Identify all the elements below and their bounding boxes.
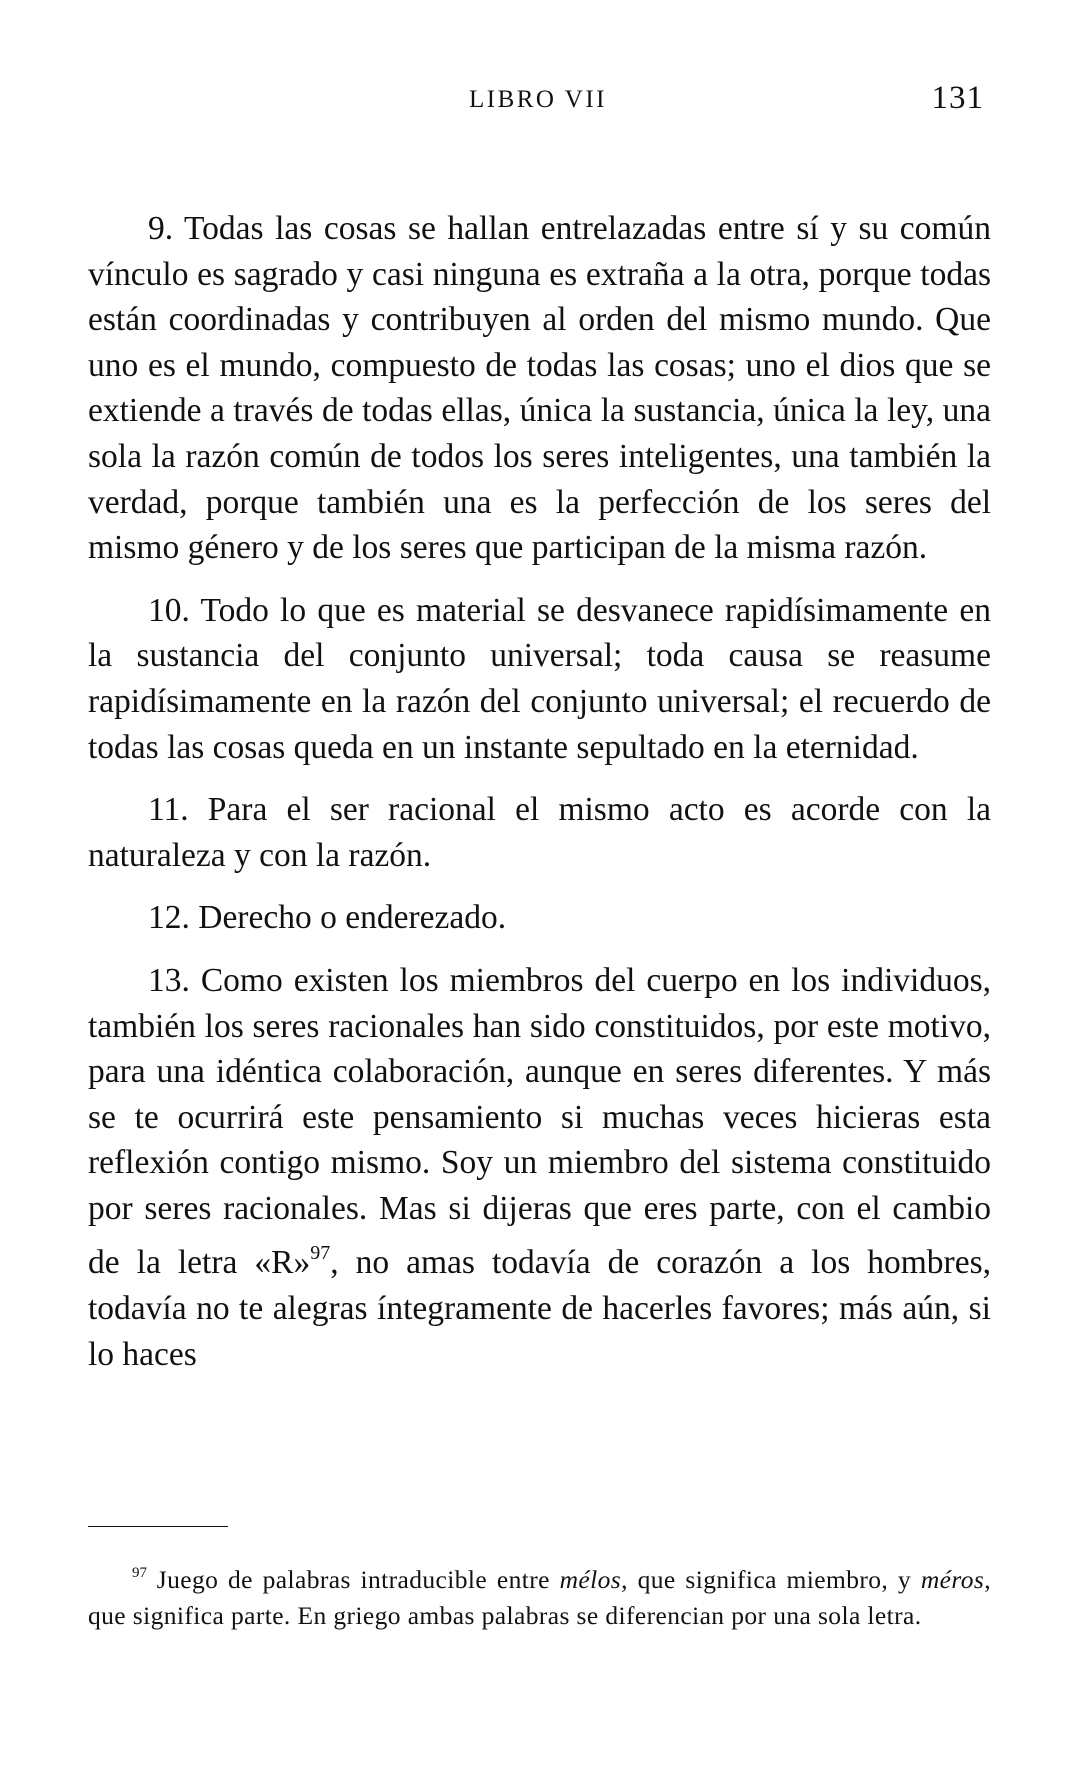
- paragraph-9: 9. Todas las cosas se hallan entrelazadas entre sí y su común vínculo es sagrado y casi ninguna es extraña a la otra, porque todas están coordinadas y contribuyen al orden del mismo mundo. Que uno es el mundo, compuesto de todas las cosas; uno el dios que se extiende a través de todas ellas, única la sustancia, única la ley, una sola la razón común de todos los seres inteligentes, una también la verdad, porque también una es la perfección de los seres del mismo género y de los seres que participan de la misma razón.: [88, 210, 991, 567]
- body-text: [88, 206, 991, 1394]
- paragraph-13-text-b: , no amas todavía de corazón a los hombres, todavía no te alegras íntegramente de hacerles favores; más aún, si lo haces: [88, 1244, 991, 1373]
- greek-term-meros: méros: [920, 1565, 985, 1594]
- paragraph-13: [88, 958, 991, 1377]
- greek-term-melos: mélos: [559, 1565, 622, 1594]
- footnote-text-a: Juego de palabras intraducible entre: [156, 1565, 560, 1594]
- footnote-97: [88, 1555, 991, 1634]
- running-title: LIBRO VII: [468, 86, 607, 113]
- paragraph-11: 11. Para el ser racional el mismo acto es acorde con la naturaleza y con la razón.: [88, 791, 991, 874]
- page-number: 131: [931, 80, 984, 116]
- footnote-number: 97: [132, 1565, 147, 1581]
- footnote-text-c: , que significa parte. En griego ambas palabras se diferencian por una sola letra.: [88, 1565, 992, 1630]
- footnote-text-b: , que significa miembro, y: [621, 1565, 921, 1594]
- footnote-reference[interactable]: 97: [310, 1242, 331, 1265]
- footnote-divider: [88, 1526, 228, 1527]
- paragraph-12: 12. Derecho o enderezado.: [148, 899, 507, 937]
- paragraph-13-text-a: 13. Como existen los miembros del cuerpo en los individuos, también los seres racionales han sido constituidos, por este motivo, para una idéntica colaboración, aunque en seres diferentes. Y más se te ocurrirá este pensamiento si muchas veces hicieras esta reflexión contigo mismo. Soy un miembro del sistema constituido por seres racionales. Mas si dijeras que eres parte, con el cambio de la letra «R»: [88, 961, 991, 1282]
- running-head: [88, 80, 988, 120]
- paragraph-10: 10. Todo lo que es material se desvanece rapidísimamente en la sustancia del conjunto universal; toda causa se reasume rapidísimamente en la razón del conjunto universal; el recuerdo de todas las cosas queda en un instante sepultado en la eternidad.: [88, 591, 991, 766]
